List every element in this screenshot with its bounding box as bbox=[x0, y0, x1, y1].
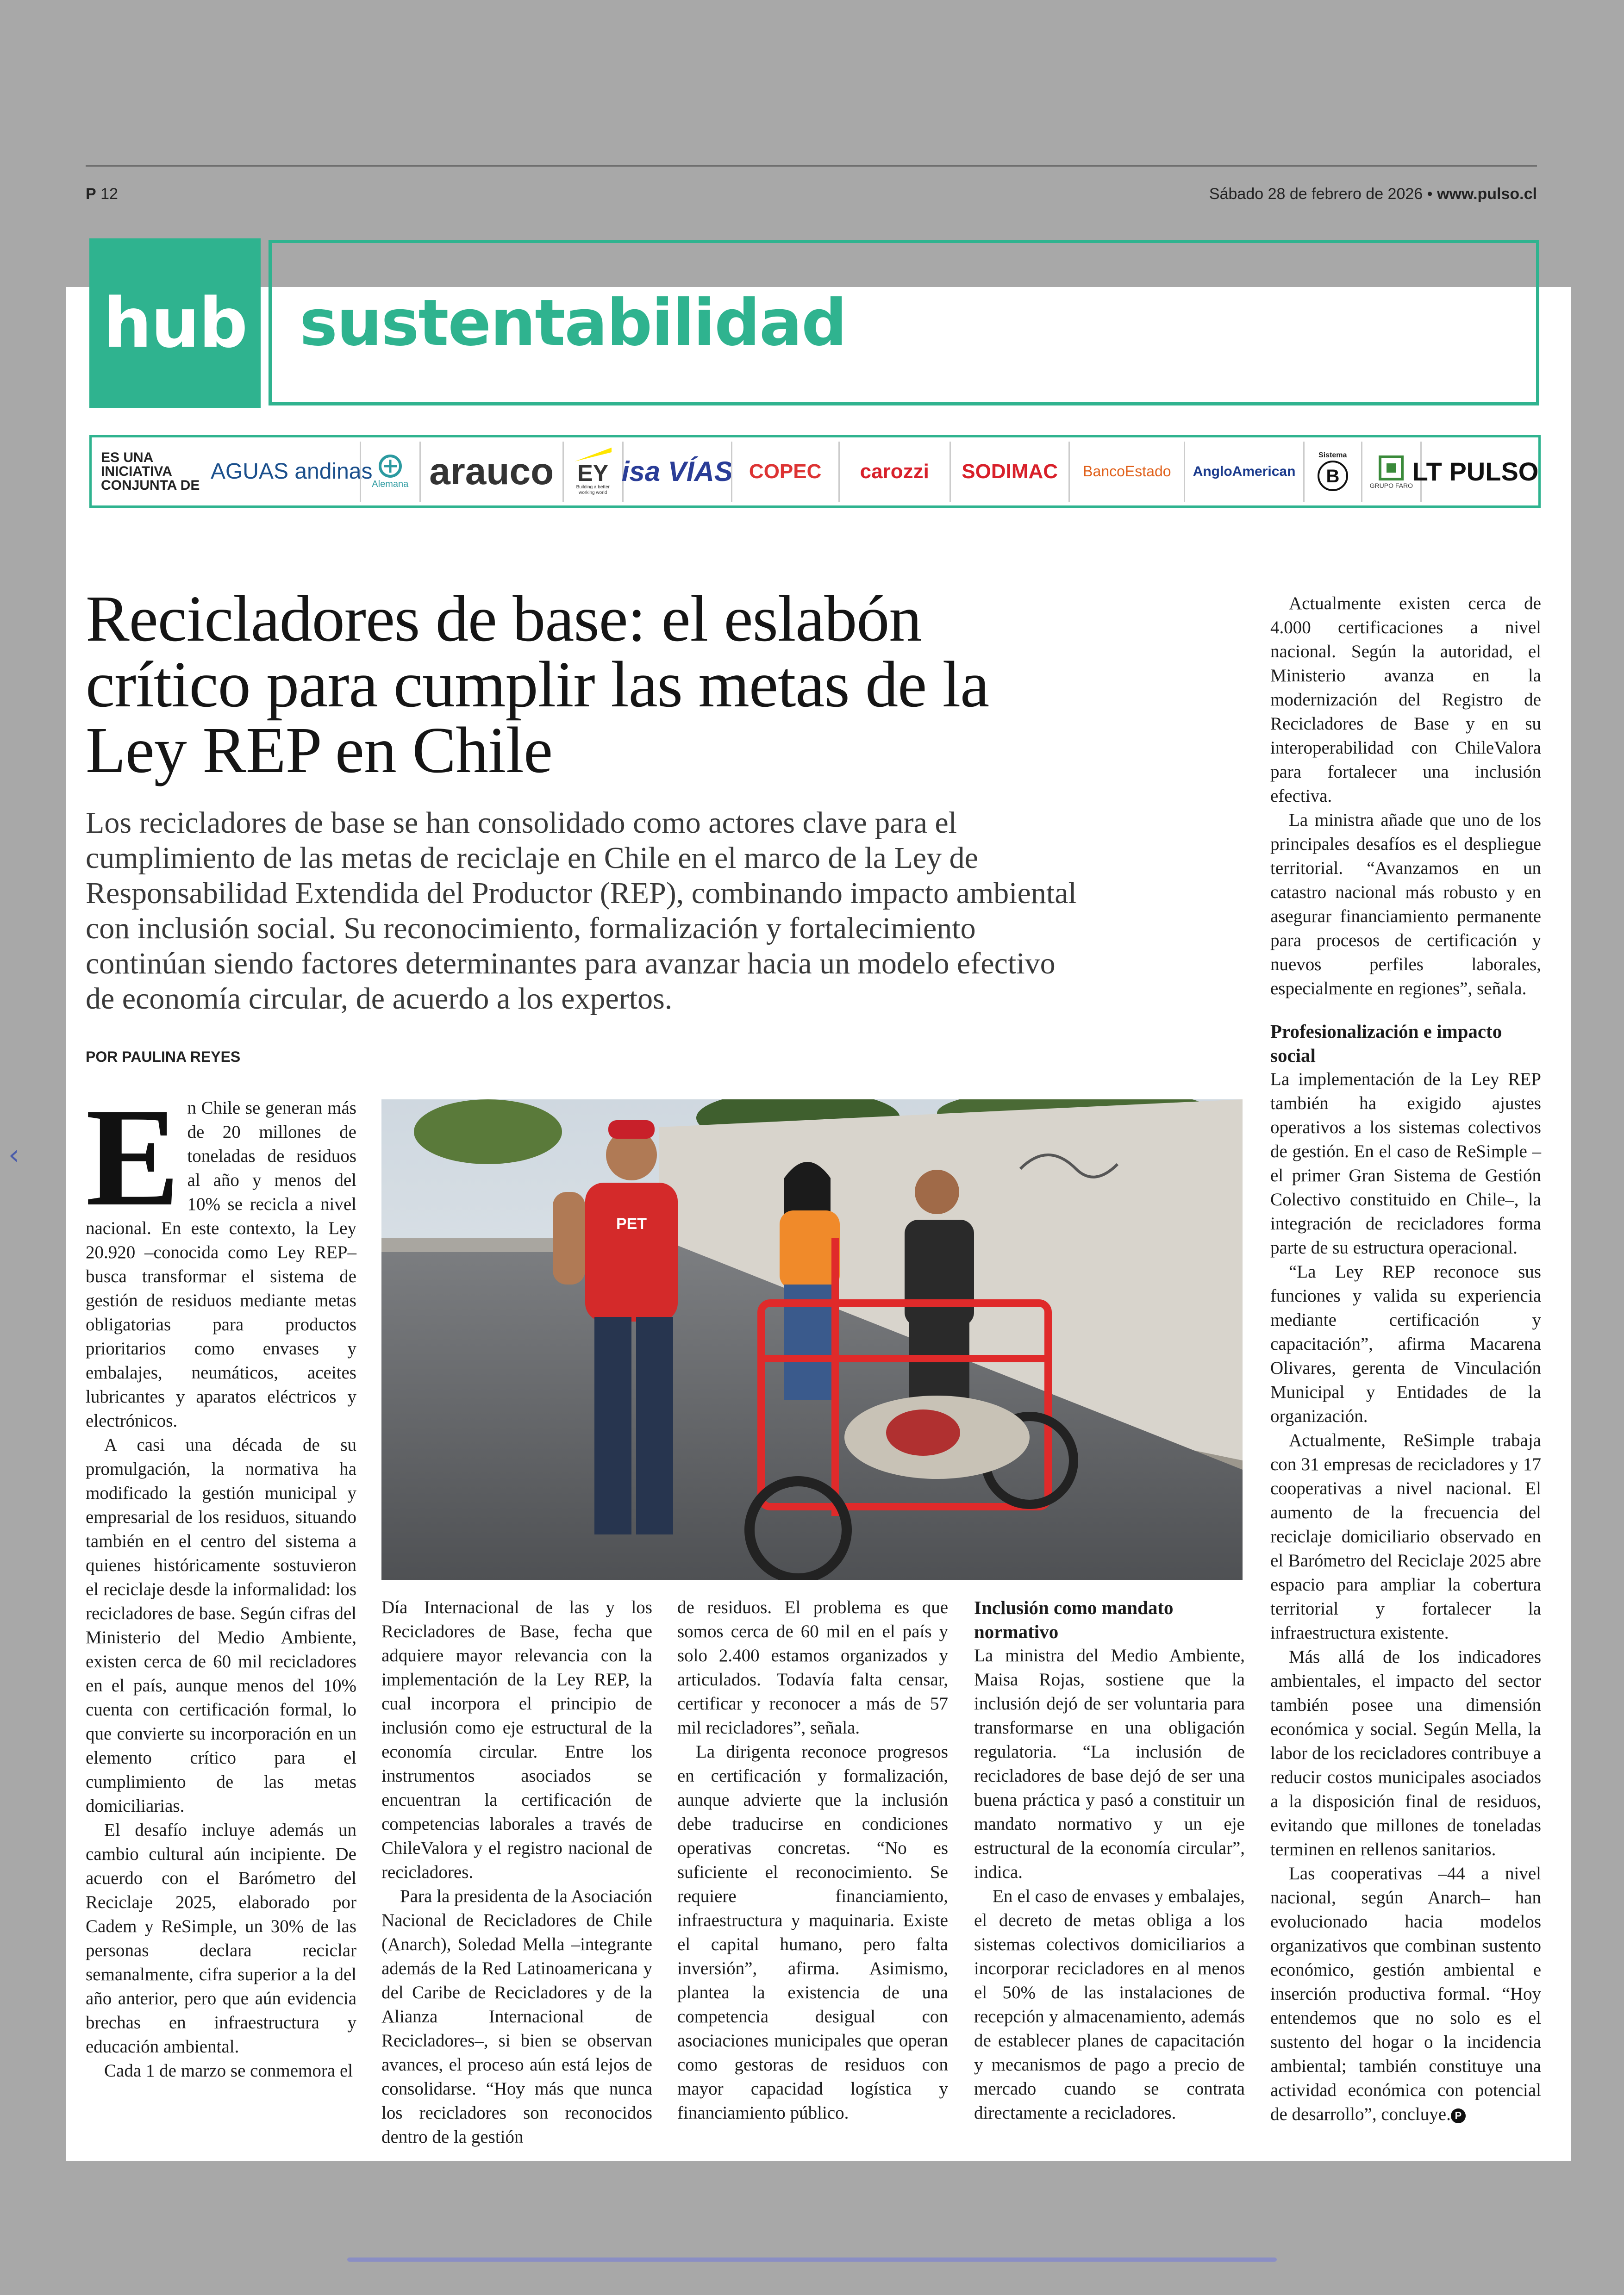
carozzi-logo: carozzi bbox=[838, 442, 949, 502]
paragraph: A casi una década de su promulgación, la normativa ha modificado la gestión municipal y empresarial de los residuos, situando también en el centro del sistema a quienes históricamente sostuvieron el reciclaje desde la informalidad: los recicladores de base. Según cifras del Ministerio del Medio Ambiente, existen cerca de 60 mil recicladores en el país, aunque menos del 10% cuenta con certificación formal, lo que convierte su incorporación en un elemento crítico para el cumplimiento de las metas domiciliarias. bbox=[86, 1435, 356, 1816]
aguas-andinas-logo: AGUAS andinas bbox=[220, 442, 360, 502]
chevron-left-icon[interactable]: ‹ bbox=[8, 1139, 19, 1171]
article-dek: Los recicladores de base se han consolidado como actores clave para el cumplimiento de las metas de reciclaje en Chile en el marco de la Ley de Responsabilidad Extendida del Productor (REP), combinando impacto ambiental con inclusión social. Su reconocimiento, formalización y fortalecimiento continúan siendo factores determinantes para avanzar hacia un modelo efectivo de economía circular, de acuerdo a los expertos. bbox=[86, 806, 1077, 1016]
article-column-2 bbox=[381, 1596, 652, 2149]
grupo-faro-logo: GRUPO FARO bbox=[1361, 442, 1420, 502]
byline: POR PAULINA REYES bbox=[86, 1048, 241, 1065]
paragraph: Más allá de los indicadores ambientales, el impacto del sector también posee una dimensión económica y social. Según Mella, la labor de los recicladores contribuye a reducir costos municipales asociados a la disposición final de residuos, evitando que millones de toneladas terminen en rellenos sanitarios. bbox=[1270, 1647, 1541, 1859]
paragraph: n Chile se generan más de 20 millones de toneladas de residuos al año y menos del 10% se recicla a nivel nacional. En este contexto, la Ley 20.920 –conocida como Ley REP– busca transformar el sistema de gestión de residuos mediante metas obligatorias para productos prioritarios como envases y embalajes, neumáticos, aceites lubricantes y aparatos eléctricos y electrónicos. bbox=[86, 1098, 356, 1431]
sodimac-logo: SODIMAC bbox=[949, 442, 1068, 502]
svg-text:B: B bbox=[1326, 466, 1340, 486]
bancoestado-logo: BancoEstado bbox=[1068, 442, 1184, 502]
hub-logo: hub bbox=[89, 238, 261, 408]
article-photo bbox=[381, 1099, 1243, 1580]
page-number: P 12 bbox=[86, 185, 118, 203]
isa-vias-logo: isa VÍAS bbox=[622, 442, 731, 502]
top-rule bbox=[86, 165, 1537, 167]
paragraph: La dirigenta reconoce progresos en certificación y formalización, aunque advierte que la inclusión debe traducirse en condiciones operativas concretas. “No es suficiente el reconocimiento. Se requiere financiamiento, infraestructura y maquinaria. Existe el capital humano, pero falta inversión”, afirma. Asimismo, plantea la existencia de una competencia desigual con asociaciones municipales que operan como gestoras de residuos con mayor capacidad logística y financiamiento público. bbox=[677, 1742, 948, 2123]
article-column-4 bbox=[974, 1596, 1245, 2125]
dateline: Sábado 28 de febrero de 2026 • www.pulso.cl bbox=[1209, 185, 1537, 203]
paragraph: Actualmente, ReSimple trabaja con 31 empresas de recicladores y 17 cooperativas a nivel nacional. El aumento de la frecuencia del reciclaje domiciliario observado en el Barómetro del Reciclaje 2025 abre espacio para ampliar la cobertura territorial y fortalecer la infraestructura existente. bbox=[1270, 1430, 1541, 1643]
angloamerican-logo: AngloAmerican bbox=[1184, 442, 1303, 502]
subheading: Inclusión como mandato normativo bbox=[974, 1597, 1174, 1642]
article-column-1 bbox=[86, 1079, 356, 2083]
paragraph: La ministra del Medio Ambiente, Maisa Rojas, sostiene que la inclusión dejó de ser voluntaria para transformarse en una obligación regulatoria. “La inclusión de recicladores de base dejó de ser una buena práctica y pasó a constituir un mandato normativo y un eje estructural de la economía circular”, indica. bbox=[974, 1646, 1245, 1882]
shirt-text: PET bbox=[616, 1215, 647, 1233]
paragraph: El desafío incluye además un cambio cultural aún incipiente. De acuerdo con el Barómetro del Reciclaje 2025, elaborado por Cadem y ReSimple, un 30% de las personas declara reciclar semanalmente, cifra superior a la del año anterior, pero que aún evidencia brechas en infraestructura y educación ambiental. bbox=[86, 1820, 356, 2057]
paragraph: Actualmente existen cerca de 4.000 certificaciones a nivel nacional. Según la autoridad, el Ministerio avanza en la modernización del Registro de Recicladores de Base y en su interoperabilidad con ChileValora para fortalecer una inclusión efectiva. bbox=[1270, 593, 1541, 806]
end-mark-icon: P bbox=[1451, 2108, 1466, 2123]
drop-cap: E bbox=[86, 1079, 180, 1235]
paragraph: En el caso de envases y embalajes, el decreto de metas obliga a los sistemas colectivos domiciliarios a incorporar recicladores en al menos el 50% de las instalaciones de recepción y almacenamiento, además de establecer planes de capacitación y mecanismos de pago a precio de mercado cuando se contrata directamente a recicladores. bbox=[974, 1886, 1245, 2123]
sistema-b-logo: Sistema B bbox=[1303, 442, 1361, 502]
paragraph: La ministra añade que uno de los principales desafíos es el despliegue territorial. “Avanzamos en un catastro nacional más robusto y en asegurar financiamiento permanente para procesos de certificación y nuevos perfiles laborales, especialmente en regiones”, señala. bbox=[1270, 810, 1541, 998]
lt-pulso-logo: LT PULSO bbox=[1420, 442, 1529, 502]
section-title: sustentabilidad bbox=[269, 240, 1539, 405]
sponsor-bar bbox=[89, 435, 1541, 508]
horizontal-scrollbar[interactable] bbox=[347, 2258, 1277, 2262]
article-column-3 bbox=[677, 1596, 948, 2125]
paragraph: Cada 1 de marzo se conmemora el bbox=[104, 2061, 353, 2081]
alemana-logo: Alemana bbox=[360, 442, 419, 502]
subheading: Profesionalización e impacto social bbox=[1270, 1021, 1502, 1066]
paragraph: Para la presidenta de la Asociación Nacional de Recicladores de Chile (Anarch), Soledad Mella –integrante además de la Red Latinoamericana y del Caribe de Recicladores y de la Alianza Internacional de Recicladores–, si bien se observan avances, el proceso aún está lejos de consolidarse. “Hoy más que nunca los recicladores son reconocidos dentro de la gestión bbox=[381, 1886, 652, 2147]
arauco-logo: arauco bbox=[419, 442, 562, 502]
paragraph: Las cooperativas –44 a nivel nacional, según Anarch– han evolucionado hacia modelos organizativos que combinan sustento económico, gestión ambiental e inserción productiva formal. “Hoy entendemos que no solo es el sustento del hogar o la incidencia ambiental; también constituye una actividad económica con potencial de desarrollo”, concluye. P bbox=[1270, 1864, 1541, 2124]
sponsor-intro: ES UNA INICIATIVA CONJUNTA DE bbox=[101, 449, 200, 493]
paragraph: La implementación de la Ley REP también ha exigido ajustes operativos a los sistemas colectivos de gestión. En el caso de ReSimple –el primer Gran Sistema de Gestión Colectivo constituido en Chile–, la integración de recicladores forma parte de su estructura operacional. bbox=[1270, 1069, 1541, 1258]
article-column-5 bbox=[1270, 592, 1541, 2127]
site-link[interactable]: www.pulso.cl bbox=[1437, 185, 1537, 203]
paragraph: “La Ley REP reconoce sus funciones y valida su experiencia mediante certificación y capacitación”, afirma Macarena Olivares, gerenta de Vinculación Municipal y Entidades de la organización. bbox=[1270, 1262, 1541, 1426]
ey-logo: EY Building a better working world bbox=[562, 442, 622, 502]
paragraph: de residuos. El problema es que somos cerca de 60 mil en el país y solo 2.400 estamos organizados y articulados. Todavía falta censar, certificar y reconocer a más de 57 mil recicladores”, señala. bbox=[677, 1597, 948, 1738]
copec-logo: COPEC bbox=[731, 442, 838, 502]
paragraph: Día Internacional de las y los Recicladores de Base, fecha que adquiere mayor relevancia con la implementación de la Ley REP, la cual incorpora el principio de inclusión como eje estructural de la economía circular. Entre los instrumentos asociados se encuentran la certificación de competencias laborales a través de ChileValora y el registro nacional de recicladores. bbox=[381, 1597, 652, 1882]
article-headline: Recicladores de base: el eslabón crítico para cumplir las metas de la Ley REP en Chile bbox=[86, 582, 989, 786]
